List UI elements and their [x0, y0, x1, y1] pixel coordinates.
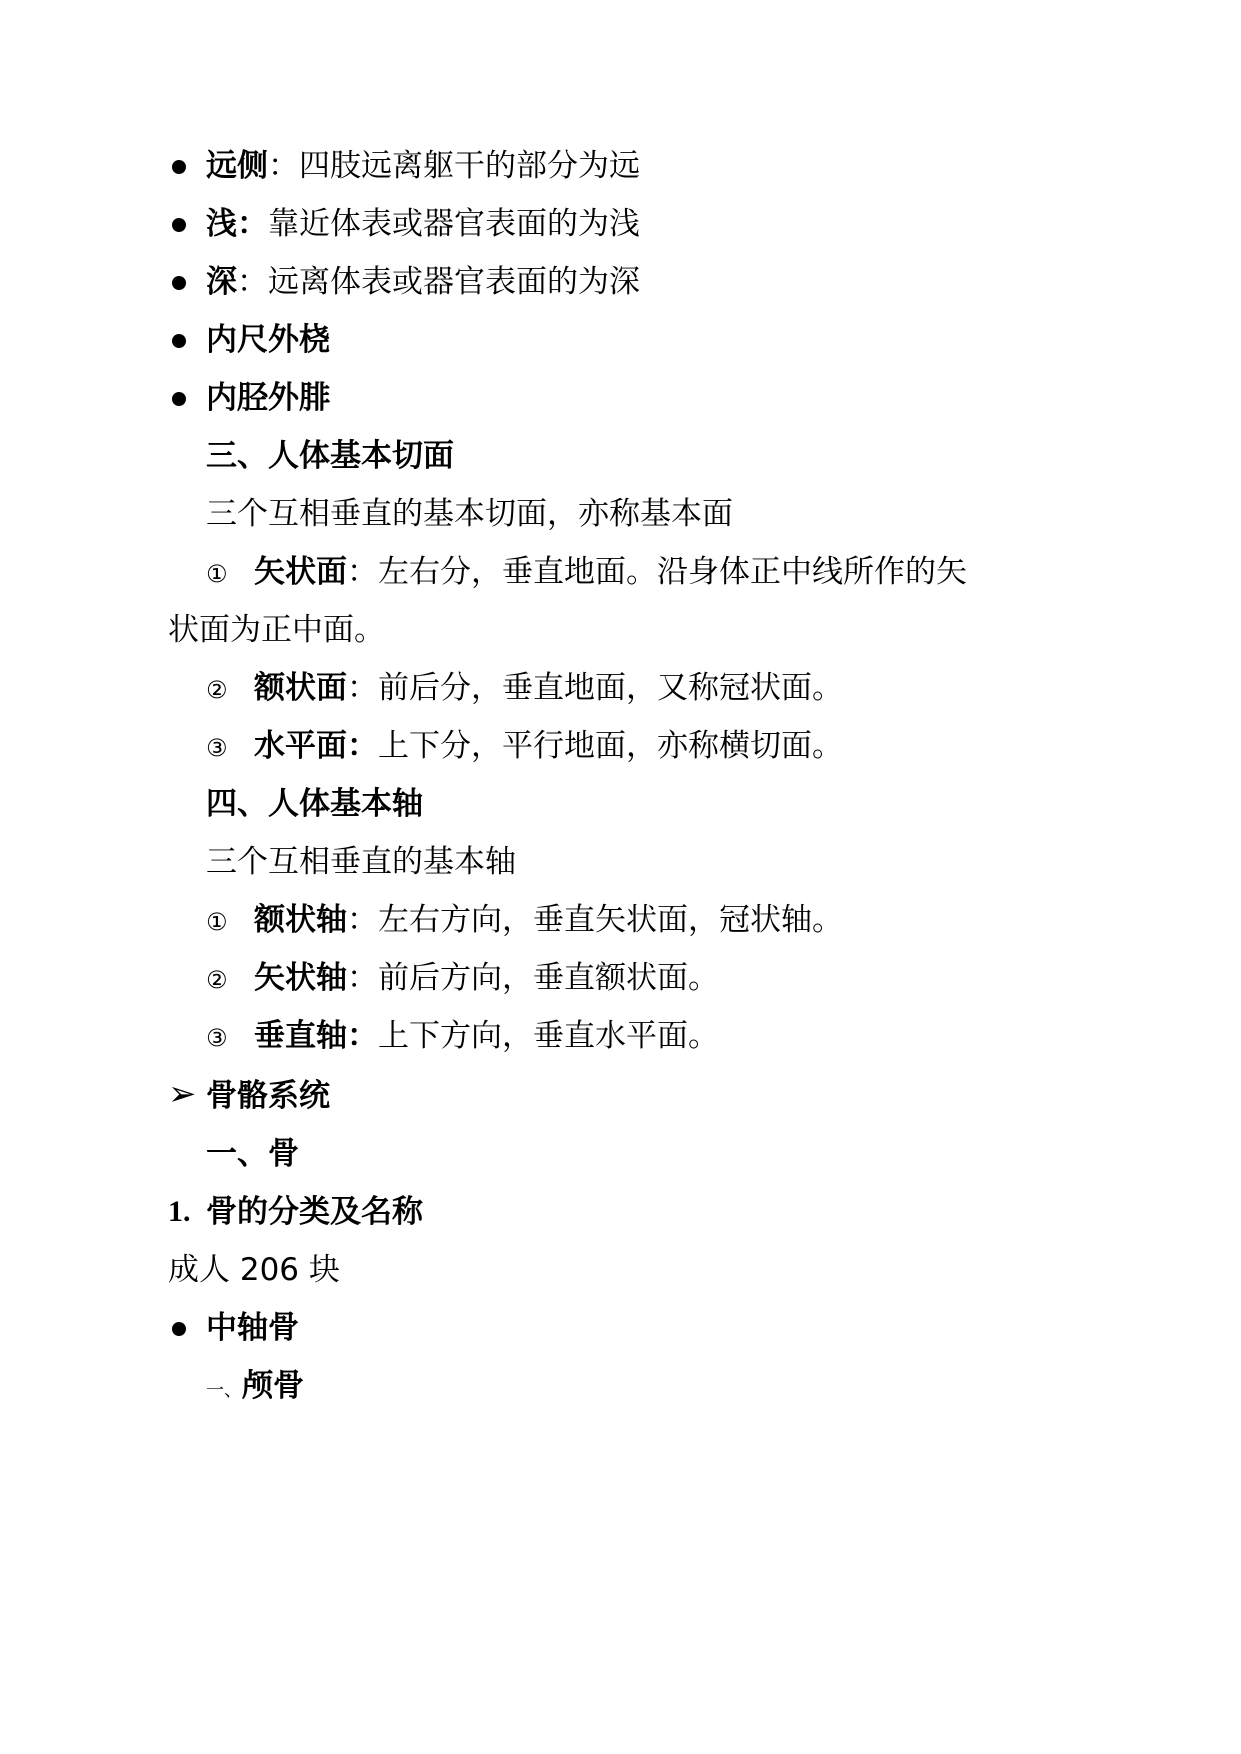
list-item: 中轴骨	[206, 1310, 299, 1346]
plane-item	[206, 668, 843, 710]
item-number: 1.	[168, 1195, 191, 1228]
body-text: 成人 206 块	[168, 1252, 340, 1288]
term: 矢状面	[254, 554, 347, 590]
circled-number: ③	[206, 1024, 228, 1052]
bullet-dot	[172, 1322, 186, 1336]
section-heading: 一、骨	[206, 1136, 299, 1172]
term: 水平面：	[254, 728, 378, 764]
term: 浅：	[206, 206, 268, 242]
axis-item	[206, 900, 843, 942]
term: 远侧	[206, 148, 268, 184]
list-item	[206, 204, 640, 244]
sub-item-mark: 一、	[206, 1380, 242, 1401]
list-item	[206, 262, 640, 302]
separator: ：	[347, 902, 378, 938]
term: 深	[206, 264, 237, 300]
separator: ：	[347, 960, 378, 996]
bullet-dot	[172, 334, 186, 348]
list-item: 内尺外桡	[206, 322, 330, 358]
chapter-title: 骨骼系统	[206, 1078, 330, 1114]
separator: ：	[347, 670, 378, 706]
separator: ：	[268, 148, 299, 184]
definition: 远离体表或器官表面的为深	[268, 264, 640, 300]
definition: 左右分，垂直地面。沿身体正中线所作的矢	[378, 554, 967, 590]
section-heading: 四、人体基本轴	[206, 786, 423, 822]
plane-item	[206, 726, 843, 768]
section-intro: 三个互相垂直的基本切面，亦称基本面	[206, 496, 733, 532]
plane-item	[206, 552, 967, 594]
arrow-bullet-icon: ➢	[168, 1074, 197, 1114]
definition: 靠近体表或器官表面的为浅	[268, 206, 640, 242]
bullet-dot	[172, 218, 186, 232]
term: 垂直轴：	[254, 1018, 378, 1054]
definition: 左右方向，垂直矢状面，冠状轴。	[378, 902, 843, 938]
term: 矢状轴	[254, 960, 347, 996]
bullet-dot	[172, 160, 186, 174]
circled-number: ①	[206, 560, 228, 588]
definition: 前后方向，垂直额状面。	[378, 960, 719, 996]
list-item	[206, 146, 640, 186]
circled-number: ②	[206, 676, 228, 704]
separator: ：	[347, 554, 378, 590]
term: 额状面	[254, 670, 347, 706]
circled-number: ②	[206, 966, 228, 994]
definition: 四肢远离躯干的部分为远	[299, 148, 640, 184]
definition: 上下方向，垂直水平面。	[378, 1018, 719, 1054]
plane-item-continuation: 状面为正中面。	[168, 612, 385, 648]
bullet-dot	[172, 392, 186, 406]
section-heading: 三、人体基本切面	[206, 438, 454, 474]
bullet-dot	[172, 276, 186, 290]
axis-item	[206, 958, 719, 1000]
definition: 上下分，平行地面，亦称横切面。	[378, 728, 843, 764]
sub-item	[206, 1366, 304, 1411]
separator: ：	[237, 264, 268, 300]
circled-number: ①	[206, 908, 228, 936]
sub-item-title: 颅骨	[242, 1368, 304, 1404]
circled-number: ③	[206, 734, 228, 762]
definition: 前后分，垂直地面，又称冠状面。	[378, 670, 843, 706]
term: 额状轴	[254, 902, 347, 938]
subsection-title: 骨的分类及名称	[206, 1194, 423, 1230]
list-item: 内胫外腓	[206, 380, 330, 416]
axis-item	[206, 1016, 719, 1058]
section-intro: 三个互相垂直的基本轴	[206, 844, 516, 880]
